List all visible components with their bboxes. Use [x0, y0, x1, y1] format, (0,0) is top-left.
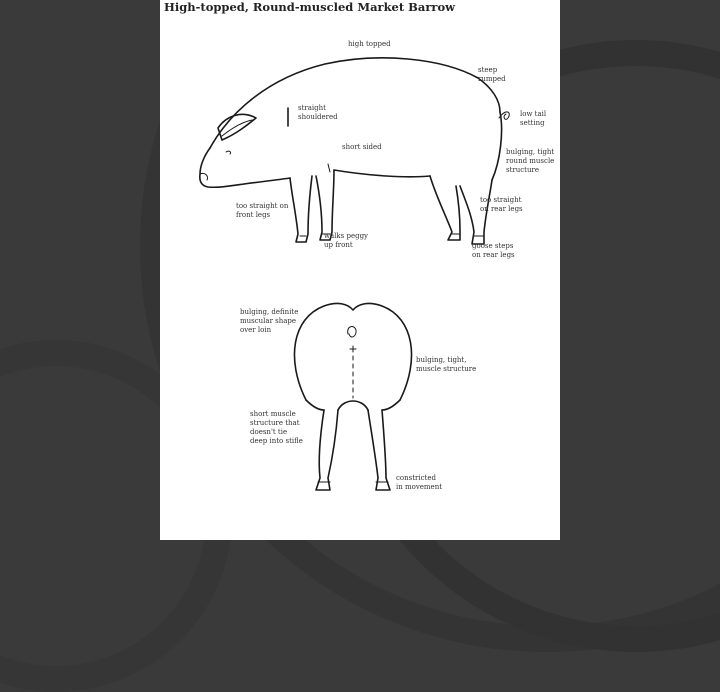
label-steep-rumped: steep rumped — [478, 66, 506, 83]
label-short-muscle: short muscle structure that doesn't tie deep into stifle — [250, 410, 303, 445]
label-high-topped: high topped — [348, 40, 391, 48]
label-goose-steps: goose steps on rear legs — [472, 242, 515, 259]
label-walks-peggy: walks peggy up front — [324, 232, 369, 249]
label-low-tail-setting: low tail setting — [520, 110, 547, 127]
diagram-title: High-topped, Round-muscled Market Barrow — [164, 0, 456, 14]
label-bulging-tight-muscle: bulging, tight, muscle structure — [416, 356, 477, 373]
label-bulging-definite: bulging, definite muscular shape over loin — [240, 308, 299, 334]
label-rear-legs: too straight on rear legs — [480, 196, 523, 213]
label-short-sided: short sided — [342, 143, 382, 151]
label-bulging-tight-round: bulging, tight round muscle structure — [506, 148, 555, 174]
label-front-legs: too straight on front legs — [236, 202, 289, 219]
label-constricted: constricted in movement — [396, 474, 443, 491]
label-straight-shouldered: straight shouldered — [298, 104, 338, 121]
pig-rear-view — [294, 303, 411, 490]
diagram-sheet — [160, 0, 560, 540]
